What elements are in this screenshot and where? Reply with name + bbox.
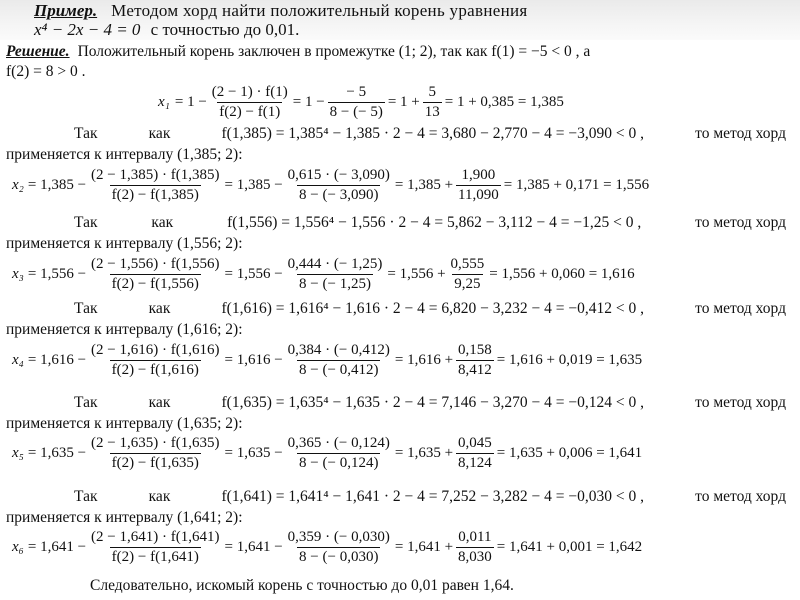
- iteration-2-formula: [12, 255, 635, 293]
- check-formula: f(1,635) = 1,635⁴ − 1,635 · 2 − 4 = 7,146 − 3,270 − 4 = −0,124 < 0 ,: [221, 394, 644, 411]
- check-word-1: Так: [74, 125, 98, 142]
- iteration-4-formula: [12, 434, 642, 472]
- iter-mid: = 1,385 −: [224, 176, 283, 193]
- x1-var: x₁: [158, 93, 170, 110]
- x1-mid-2: = 1 +: [387, 93, 420, 110]
- iteration-3-formula: [12, 341, 642, 379]
- example-task-text: Методом хорд найти положительный корень уравнения: [111, 1, 528, 20]
- iter-var: x₃: [12, 265, 24, 282]
- iter-mid: = 1,641 −: [224, 538, 283, 555]
- x1-den-3: 13: [424, 103, 440, 120]
- check-tail: то метод хорд: [695, 300, 786, 317]
- iter-den-2: 8 − (− 1,25): [299, 275, 371, 292]
- iter-num-3: 0,555: [450, 255, 485, 272]
- x1-fraction-3: [423, 84, 442, 121]
- iteration-3-applies: [6, 321, 243, 339]
- x1-fraction-2: [328, 84, 385, 121]
- iter-den-2: 8 − (− 0,412): [299, 361, 379, 378]
- iter-den-3: 8,124: [458, 454, 492, 471]
- example-equation: x⁴ − 2x − 4 = 0: [34, 20, 141, 39]
- iter-fraction-2: [286, 167, 392, 204]
- check-word-2: как: [148, 125, 171, 142]
- iter-fraction-2: [286, 256, 385, 293]
- example-line-2: [34, 20, 299, 40]
- solution-line-2: [6, 63, 85, 81]
- iteration-5-applies: [6, 509, 243, 527]
- x1-formula: [158, 84, 564, 120]
- iter-num-1: (2 − 1,556) · f(1,556): [91, 255, 220, 272]
- x1-num-2: − 5: [346, 83, 367, 100]
- solution-label: Решение.: [6, 43, 70, 60]
- example-accuracy: с точностью до 0,01.: [150, 20, 300, 39]
- conclusion-line: [90, 577, 514, 595]
- iter-var: x₅: [12, 444, 24, 461]
- iteration-1-formula: [12, 166, 649, 204]
- check-word-2: как: [148, 300, 171, 317]
- x1-den-1: f(2) − f(1): [219, 103, 281, 120]
- iter-var: x₆: [12, 538, 24, 555]
- iter-num-3: 1,900: [461, 166, 496, 183]
- check-word-1: Так: [74, 394, 98, 411]
- applies-text: применяется к интервалу (1,556; 2):: [6, 235, 243, 252]
- iter-fraction-2: [286, 435, 392, 472]
- iter-num-3: 0,011: [458, 528, 492, 545]
- x1-fraction-1: [210, 84, 290, 121]
- iteration-4-applies: [6, 415, 243, 433]
- iter-den-3: 8,030: [458, 548, 492, 565]
- iter-fraction-1: [89, 435, 221, 472]
- iter-num-2: 0,615 · (− 3,090): [287, 166, 390, 183]
- iter-mid: = 1,635 −: [224, 444, 283, 461]
- iteration-5-formula: [12, 528, 642, 566]
- iter-fraction-3: [456, 342, 494, 379]
- iter-num-1: (2 − 1,616) · f(1,616): [91, 341, 220, 358]
- iter-den-1: f(2) − f(1,556): [111, 275, 199, 292]
- solution-line-1: [6, 43, 786, 61]
- check-word-2: как: [148, 488, 171, 505]
- iter-num-1: (2 − 1,641) · f(1,641): [91, 528, 220, 545]
- iter-mid-2: = 1,641 +: [394, 538, 454, 555]
- iter-den-1: f(2) − f(1,385): [111, 186, 199, 203]
- check-word-2: как: [148, 394, 171, 411]
- iter-num-3: 0,045: [458, 434, 492, 451]
- iter-den-3: 9,25: [454, 275, 481, 292]
- check-word-1: Так: [74, 214, 98, 231]
- iter-num-1: (2 − 1,385) · f(1,385): [91, 166, 220, 183]
- x1-lhs: = 1 −: [174, 93, 207, 110]
- iter-lhs: = 1,556 −: [27, 265, 87, 282]
- iteration-2-check: [74, 214, 786, 232]
- solution-f2: f(2) = 8 > 0 .: [6, 63, 86, 80]
- iter-den-1: f(2) − f(1,616): [111, 361, 199, 378]
- applies-text: применяется к интервалу (1,385; 2):: [6, 146, 243, 163]
- applies-text: применяется к интервалу (1,616; 2):: [6, 321, 243, 338]
- check-formula: f(1,385) = 1,385⁴ − 1,385 · 2 − 4 = 3,680 − 2,770 − 4 = −3,090 < 0 ,: [221, 125, 644, 142]
- iter-num-2: 0,384 · (− 0,412): [287, 341, 390, 358]
- iteration-2-applies: [6, 235, 243, 253]
- check-word-1: Так: [74, 300, 98, 317]
- iter-num-2: 0,444 · (− 1,25): [287, 255, 383, 272]
- iter-lhs: = 1,616 −: [27, 351, 87, 368]
- iter-num-3: 0,158: [458, 341, 492, 358]
- iter-result: = 1,385 + 0,171 = 1,556: [503, 176, 650, 193]
- iteration-4-check: [74, 394, 786, 412]
- iter-result: = 1,616 + 0,019 = 1,635: [496, 351, 643, 368]
- example-label: Пример.: [34, 1, 98, 20]
- example-line-1: [34, 1, 786, 21]
- iter-den-3: 11,090: [458, 186, 499, 203]
- iter-den-3: 8,412: [458, 361, 492, 378]
- iter-fraction-3: [456, 167, 501, 204]
- iter-lhs: = 1,385 −: [27, 176, 87, 193]
- x1-num-3: 5: [428, 83, 436, 100]
- iter-den-2: 8 − (− 0,030): [299, 548, 379, 565]
- iter-mid-2: = 1,385 +: [394, 176, 454, 193]
- iter-lhs: = 1,641 −: [27, 538, 87, 555]
- check-tail: то метод хорд: [695, 125, 786, 142]
- iter-den-1: f(2) − f(1,635): [111, 454, 199, 471]
- check-formula: f(1,556) = 1,556⁴ − 1,556 · 2 − 4 = 5,862 − 3,112 − 4 = −1,25 < 0 ,: [227, 214, 642, 231]
- iter-fraction-1: [89, 342, 221, 379]
- iter-den-2: 8 − (− 3,090): [299, 186, 379, 203]
- iter-mid: = 1,556 −: [224, 265, 283, 282]
- iter-var: x₂: [12, 176, 24, 193]
- iter-var: x₄: [12, 351, 24, 368]
- iter-fraction-3: [456, 529, 494, 566]
- iter-den-2: 8 − (− 0,124): [299, 454, 379, 471]
- iter-mid-2: = 1,635 +: [394, 444, 454, 461]
- check-formula: f(1,641) = 1,641⁴ − 1,641 · 2 − 4 = 7,252 − 3,282 − 4 = −0,030 < 0 ,: [221, 488, 644, 505]
- iter-fraction-3: [449, 256, 487, 293]
- check-tail: то метод хорд: [695, 394, 786, 411]
- iter-mid: = 1,616 −: [224, 351, 283, 368]
- iter-fraction-1: [89, 529, 221, 566]
- iter-mid-2: = 1,616 +: [394, 351, 454, 368]
- iteration-5-check: [74, 488, 786, 506]
- check-tail: то метод хорд: [695, 214, 786, 231]
- applies-text: применяется к интервалу (1,635; 2):: [6, 415, 243, 432]
- x1-den-2: 8 − (− 5): [329, 103, 383, 120]
- x1-result: = 1 + 0,385 = 1,385: [444, 93, 564, 110]
- check-tail: то метод хорд: [695, 488, 786, 505]
- iter-fraction-3: [456, 435, 494, 472]
- iter-lhs: = 1,635 −: [27, 444, 87, 461]
- iteration-1-applies: [6, 146, 243, 164]
- iter-den-1: f(2) − f(1,641): [111, 548, 199, 565]
- iter-fraction-2: [286, 342, 392, 379]
- check-word-2: как: [151, 214, 174, 231]
- iter-num-2: 0,365 · (− 0,124): [287, 434, 390, 451]
- iter-fraction-1: [89, 167, 221, 204]
- x1-mid: = 1 −: [292, 93, 325, 110]
- iter-result: = 1,635 + 0,006 = 1,641: [496, 444, 643, 461]
- iter-num-1: (2 − 1,635) · f(1,635): [91, 434, 220, 451]
- applies-text: применяется к интервалу (1,641; 2):: [6, 509, 243, 526]
- iter-result: = 1,556 + 0,060 = 1,616: [489, 265, 635, 282]
- solution-text: Положительный корень заключен в промежутке (1; 2), так как f(1) = −5 < 0 , а: [77, 43, 591, 60]
- x1-num-1: (2 − 1) · f(1): [211, 83, 288, 100]
- iter-fraction-2: [286, 529, 392, 566]
- check-formula: f(1,616) = 1,616⁴ − 1,616 · 2 − 4 = 6,820 − 3,232 − 4 = −0,412 < 0 ,: [221, 300, 644, 317]
- iteration-3-check: [74, 300, 786, 318]
- iter-num-2: 0,359 · (− 0,030): [287, 528, 390, 545]
- iter-mid-2: = 1,556 +: [387, 265, 446, 282]
- conclusion-text: Следовательно, искомый корень с точностью до 0,01 равен 1,64.: [90, 577, 514, 594]
- iteration-1-check: [74, 125, 786, 143]
- iter-fraction-1: [89, 256, 221, 293]
- check-word-1: Так: [74, 488, 98, 505]
- iter-result: = 1,641 + 0,001 = 1,642: [496, 538, 643, 555]
